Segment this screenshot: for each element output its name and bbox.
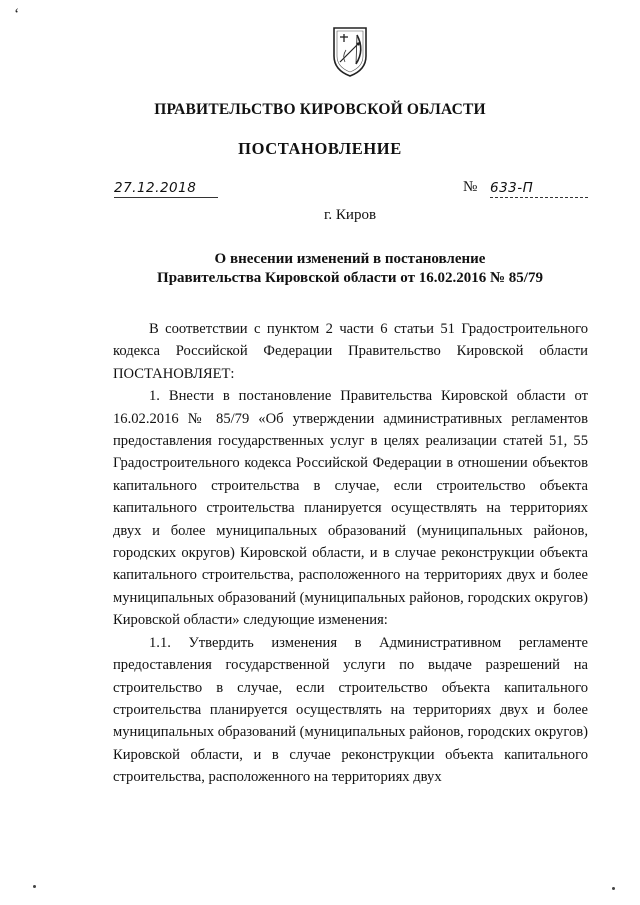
city: г. Киров [323, 207, 377, 223]
item-1-paragraph: 1. Внести в постановление Правительства Кировской области от 16.02.2016 № 85/79 «Об утверждении административных регламентов предоставления государственных услуг в целях реализации статей 51, 55 Градостроительного кодекса Российской Федерации в отношении объектов капитального строительства в случае, если строительство объекта капитального строительства планируется осуществлять на территориях двух и более муниципальных образований (муниципальных районов, городских округов) Кировской области, и в случае реконструкции объекта капитального строительства, расположенного на территориях двух и более муниципальных образований (муниципальных районов, городских округов) Кировской области» следующие изменения: [113, 388, 588, 629]
organization-name: ПРАВИТЕЛЬСТВО КИРОВСКОЙ ОБЛАСТИ [154, 101, 486, 118]
document-subject [0, 250, 640, 288]
preamble-paragraph: В соответствии с пунктом 2 части 6 статьи 51 Градостроительного кодекса Российской Федерации Правительство Кировской области ПОСТАНОВЛЯЕТ: [113, 321, 588, 382]
kirov-oblast-coat-of-arms-icon [330, 26, 370, 78]
document-body [113, 318, 588, 789]
item-1-1-paragraph: 1.1. Утвердить изменения в Административном регламенте предоставления государственной услуги по выдаче разрешений на строительство в случае, если строительство объекта капитального строительства планируется осуществлять на территориях двух и более муниципальных образований (муниципальных районов, городских округов) Кировской области, и в случае реконструкции объекта капитального строительства, расположенного на территориях двух [113, 634, 588, 786]
document-number: 633-П [490, 180, 588, 198]
scan-mark: ʻ [14, 6, 20, 23]
subject-line-2: Правительства Кировской области от 16.02.2016 № 85/79 [157, 270, 543, 286]
document-date: 27.12.2018 [114, 180, 218, 198]
scan-speck [612, 887, 615, 890]
scan-speck [33, 885, 36, 888]
number-label: № [463, 179, 478, 195]
document-type: ПОСТАНОВЛЕНИЕ [238, 139, 402, 158]
subject-line-1: О внесении изменений в постановление [214, 251, 486, 267]
